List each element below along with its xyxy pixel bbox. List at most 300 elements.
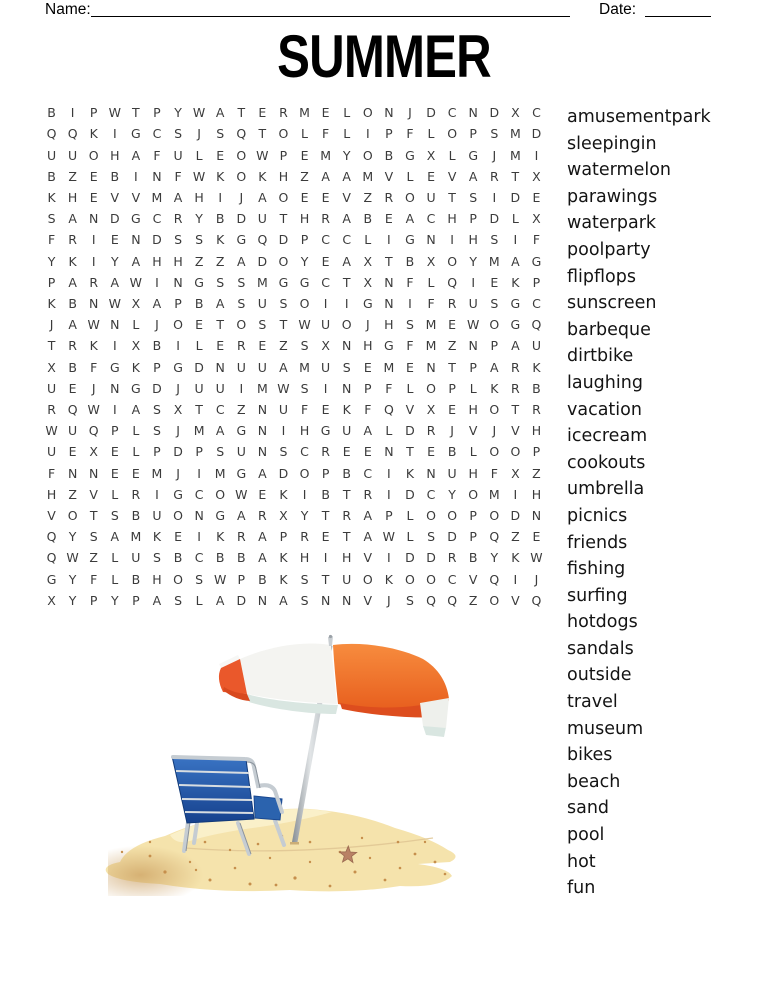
grid-letter: S <box>89 529 98 545</box>
grid-letter: O <box>426 571 436 587</box>
grid-letter: I <box>112 126 117 142</box>
grid-letter: N <box>131 232 141 248</box>
grid-letter: Q <box>383 402 394 418</box>
grid-letter: M <box>151 465 163 481</box>
grid-letter: T <box>448 359 456 375</box>
grid-letter: O <box>447 253 458 269</box>
grid-letter: W <box>298 317 311 333</box>
grid-letter: L <box>195 592 203 608</box>
grid-letter: B <box>215 550 225 566</box>
grid-letter: E <box>68 444 77 460</box>
grid-letter: A <box>131 147 141 163</box>
grid-letter: N <box>426 465 436 481</box>
grid-letter: Z <box>468 592 478 608</box>
grid-letter: Q <box>67 126 78 142</box>
grid-letter: Q <box>46 550 57 566</box>
grid-letter: H <box>46 486 57 502</box>
grid-letter: N <box>173 274 183 290</box>
grid-letter: F <box>90 571 98 587</box>
grid-letter: F <box>47 232 56 248</box>
grid-letter: Z <box>68 486 77 502</box>
word-list-item: vacation <box>567 399 642 420</box>
grid-letter: B <box>194 295 204 311</box>
grid-letter: N <box>426 359 436 375</box>
grid-letter: T <box>89 508 98 524</box>
grid-letter: F <box>532 232 541 248</box>
grid-letter: G <box>46 571 57 587</box>
grid-letter: M <box>256 274 268 290</box>
grid-letter: O <box>489 317 500 333</box>
grid-letter: T <box>385 253 393 269</box>
grid-letter: I <box>323 550 328 566</box>
grid-letter: W <box>108 295 121 311</box>
grid-letter: J <box>49 317 54 333</box>
grid-letter: E <box>258 105 267 121</box>
grid-letter: D <box>405 550 415 566</box>
grid-letter: Q <box>426 592 436 608</box>
grid-letter: M <box>509 147 521 163</box>
grid-letter: I <box>513 232 518 248</box>
grid-letter: E <box>110 232 119 248</box>
grid-letter: D <box>236 211 247 227</box>
grid-letter: B <box>532 380 541 396</box>
grid-letter: W <box>66 550 79 566</box>
grid-letter: X <box>363 253 373 269</box>
grid-letter: G <box>236 232 247 248</box>
word-list-item: cookouts <box>567 452 646 473</box>
word-list-item: fishing <box>567 559 626 580</box>
grid-letter: N <box>426 232 436 248</box>
grid-letter: Y <box>110 253 119 269</box>
grid-letter: Q <box>489 529 500 545</box>
grid-letter: O <box>278 126 289 142</box>
grid-letter: B <box>131 571 141 587</box>
grid-letter: C <box>152 211 162 227</box>
grid-letter: E <box>89 189 98 205</box>
grid-letter: Y <box>68 529 77 545</box>
word-list-item: sleepingin <box>567 133 657 154</box>
grid-letter: G <box>236 423 247 439</box>
grid-letter: P <box>174 295 182 311</box>
grid-letter: G <box>320 423 331 439</box>
grid-letter: D <box>447 529 457 545</box>
grid-letter: N <box>342 338 352 354</box>
grid-letter: M <box>509 126 521 142</box>
grid-letter: R <box>384 189 394 205</box>
word-list-item: friends <box>567 532 628 553</box>
grid-letter: A <box>258 529 267 545</box>
grid-letter: Q <box>489 571 500 587</box>
grid-letter: P <box>532 274 541 290</box>
grid-letter: K <box>47 295 56 311</box>
grid-letter: F <box>153 147 161 163</box>
grid-letter: E <box>342 444 351 460</box>
grid-letter: S <box>152 423 161 439</box>
grid-letter: Y <box>448 486 456 502</box>
grid-letter: G <box>405 147 415 163</box>
grid-letter: S <box>174 232 182 248</box>
grid-letter: I <box>197 529 201 545</box>
grid-letter: D <box>152 232 162 248</box>
grid-letter: A <box>468 168 478 184</box>
grid-letter: T <box>321 508 330 524</box>
grid-letter: R <box>173 211 183 227</box>
grid-letter: S <box>427 529 435 545</box>
grid-letter: S <box>216 126 225 142</box>
grid-letter: X <box>426 402 436 418</box>
grid-letter: H <box>299 211 310 227</box>
grid-letter: G <box>173 359 183 375</box>
grid-letter: A <box>68 211 77 227</box>
grid-letter: Y <box>300 508 309 524</box>
grid-letter: K <box>47 189 56 205</box>
grid-letter: C <box>426 211 436 227</box>
grid-letter: R <box>279 105 288 121</box>
grid-letter: E <box>110 444 119 460</box>
grid-letter: C <box>215 402 225 418</box>
grid-letter: U <box>342 571 352 587</box>
grid-letter: H <box>67 189 78 205</box>
grid-letter: P <box>490 338 499 354</box>
grid-letter: M <box>383 359 395 375</box>
grid-letter: O <box>468 486 479 502</box>
grid-letter: A <box>215 295 225 311</box>
grid-letter: A <box>152 592 162 608</box>
grid-letter: Z <box>511 529 520 545</box>
grid-letter: N <box>194 508 204 524</box>
grid-letter: S <box>300 380 309 396</box>
grid-letter: I <box>534 147 539 163</box>
grid-letter: P <box>237 571 246 587</box>
grid-letter: I <box>344 295 349 311</box>
grid-letter: T <box>511 402 520 418</box>
grid-letter: B <box>68 295 77 311</box>
grid-letter: P <box>153 444 161 460</box>
grid-letter: I <box>408 295 412 311</box>
grid-letter: A <box>131 402 141 418</box>
grid-letter: A <box>490 359 499 375</box>
grid-letter: N <box>320 592 331 608</box>
grid-letter: P <box>385 126 393 142</box>
grid-letter: K <box>490 380 499 396</box>
grid-letter: A <box>258 465 267 481</box>
grid-letter: U <box>257 211 267 227</box>
grid-letter: V <box>363 592 373 608</box>
grid-letter: R <box>89 274 99 290</box>
grid-letter: J <box>197 126 201 142</box>
grid-letter: Z <box>300 168 309 184</box>
sand-mound <box>106 809 456 896</box>
grid-letter: N <box>89 295 99 311</box>
grid-letter: K <box>511 274 520 290</box>
grid-letter: X <box>532 211 541 227</box>
grid-letter: V <box>468 571 478 587</box>
grid-letter: I <box>387 232 391 248</box>
grid-letter: I <box>134 168 138 184</box>
grid-letter: J <box>176 380 180 396</box>
grid-letter: O <box>215 486 226 502</box>
word-list-item: outside <box>567 665 632 686</box>
grid-letter: P <box>279 147 288 163</box>
grid-letter: E <box>258 486 267 502</box>
grid-letter: F <box>406 274 414 290</box>
grid-letter: A <box>363 529 373 545</box>
grid-letter: W <box>108 105 121 121</box>
grid-letter: B <box>173 550 183 566</box>
grid-letter: Z <box>447 338 457 354</box>
grid-letter: U <box>321 359 331 375</box>
grid-letter: C <box>532 295 541 311</box>
grid-letter: L <box>111 486 119 502</box>
grid-letter: E <box>321 529 330 545</box>
grid-letter: E <box>195 317 204 333</box>
grid-letter: R <box>511 380 520 396</box>
grid-letter: M <box>193 423 205 439</box>
word-list-item: waterpark <box>567 213 657 234</box>
grid-letter: I <box>70 105 75 121</box>
grid-letter: G <box>194 274 204 290</box>
grid-letter: E <box>363 444 372 460</box>
grid-letter: H <box>447 211 457 227</box>
grid-letter: G <box>510 295 521 311</box>
grid-letter: O <box>426 508 436 524</box>
word-list-item: barbeque <box>567 319 651 340</box>
date-blank-line[interactable] <box>645 1 711 17</box>
grid-letter: Z <box>363 189 373 205</box>
grid-letter: U <box>46 380 57 396</box>
grid-letter: B <box>131 508 141 524</box>
grid-letter: T <box>216 317 225 333</box>
grid-letter: R <box>426 423 436 439</box>
grid-letter: O <box>88 147 99 163</box>
grid-letter: P <box>132 592 140 608</box>
word-list-item: watermelon <box>567 160 672 181</box>
grid-letter: I <box>365 126 370 142</box>
grid-letter: N <box>342 380 352 396</box>
grid-letter: U <box>531 338 542 354</box>
grid-letter: S <box>469 189 478 205</box>
grid-letter: N <box>110 317 120 333</box>
grid-letter: J <box>155 317 159 333</box>
grid-letter: X <box>511 105 520 121</box>
grid-letter: U <box>131 550 141 566</box>
grid-letter: N <box>468 338 478 354</box>
grid-letter: O <box>447 508 458 524</box>
grid-letter: D <box>257 253 268 269</box>
grid-letter: X <box>511 465 520 481</box>
grid-letter: X <box>426 253 436 269</box>
grid-letter: B <box>342 465 351 481</box>
grid-letter: N <box>67 465 78 481</box>
beach-illustration <box>0 618 768 918</box>
grid-letter: E <box>216 338 225 354</box>
grid-letter: T <box>342 486 351 502</box>
name-label: Name: <box>45 1 91 18</box>
grid-letter: K <box>131 359 140 375</box>
grid-letter: G <box>299 274 310 290</box>
grid-letter: U <box>215 380 225 396</box>
grid-letter: Y <box>490 550 499 566</box>
grid-letter: K <box>279 550 288 566</box>
grid-letter: H <box>299 423 310 439</box>
grid-letter: R <box>300 529 309 545</box>
grid-letter: V <box>511 423 520 439</box>
grid-letter: A <box>279 359 288 375</box>
grid-letter: A <box>321 168 330 184</box>
grid-letter: N <box>110 380 120 396</box>
grid-letter: M <box>425 338 437 354</box>
grid-letter: B <box>152 338 162 354</box>
grid-letter: Q <box>46 126 57 142</box>
grid-letter: S <box>300 592 309 608</box>
grid-letter: B <box>68 359 77 375</box>
grid-letter: A <box>342 168 351 184</box>
grid-letter: R <box>532 402 541 418</box>
grid-letter: D <box>405 423 415 439</box>
grid-letter: P <box>469 508 477 524</box>
grid-letter: R <box>258 508 267 524</box>
grid-letter: O <box>489 444 500 460</box>
grid-letter: X <box>47 592 56 608</box>
grid-letter: N <box>384 444 394 460</box>
grid-letter: X <box>532 168 541 184</box>
grid-letter: F <box>300 402 309 418</box>
grid-letter: J <box>492 423 497 439</box>
grid-letter: U <box>278 402 289 418</box>
grid-letter: Z <box>68 168 77 184</box>
grid-letter: D <box>109 211 120 227</box>
grid-letter: R <box>236 338 246 354</box>
grid-letter: M <box>299 359 310 375</box>
grid-letter: U <box>173 147 183 163</box>
grid-letter: D <box>426 105 436 121</box>
grid-letter: Q <box>236 126 247 142</box>
grid-letter: Z <box>532 465 541 481</box>
grid-letter: L <box>427 274 435 290</box>
grid-letter: P <box>469 359 477 375</box>
grid-letter: B <box>405 253 415 269</box>
grid-letter: W <box>277 380 290 396</box>
grid-letter: L <box>448 147 456 163</box>
grid-letter: U <box>257 359 267 375</box>
grid-letter: O <box>173 508 183 524</box>
grid-letter: U <box>236 359 246 375</box>
grid-letter: T <box>342 529 351 545</box>
grid-letter: S <box>237 274 246 290</box>
grid-letter: E <box>216 147 225 163</box>
grid-letter: I <box>239 380 244 396</box>
grid-letter: K <box>216 232 225 248</box>
grid-letter: S <box>258 317 267 333</box>
grid-letter: S <box>300 571 309 587</box>
grid-letter: A <box>363 423 373 439</box>
word-list-item: dirtbike <box>567 346 634 367</box>
grid-letter: I <box>387 486 391 502</box>
grid-letter: V <box>468 423 478 439</box>
grid-letter: B <box>384 147 394 163</box>
grid-letter: Y <box>342 147 351 163</box>
grid-letter: U <box>342 423 352 439</box>
grid-letter: P <box>321 465 330 481</box>
grid-letter: B <box>468 550 478 566</box>
grid-letter: I <box>323 380 328 396</box>
grid-letter: G <box>405 232 415 248</box>
grid-letter: X <box>131 295 141 311</box>
grid-letter: T <box>448 189 456 205</box>
grid-letter: C <box>426 486 436 502</box>
grid-letter: E <box>300 147 309 163</box>
grid-letter: K <box>258 168 267 184</box>
grid-letter: U <box>321 317 331 333</box>
name-blank-line[interactable] <box>91 1 570 17</box>
grid-letter: E <box>427 168 435 184</box>
grid-letter: K <box>405 465 415 481</box>
grid-letter: E <box>490 274 499 290</box>
grid-letter: M <box>256 380 268 396</box>
grid-letter: E <box>384 211 393 227</box>
grid-letter: K <box>532 359 541 375</box>
grid-letter: L <box>195 338 203 354</box>
grid-letter: H <box>110 147 120 163</box>
grid-letter: W <box>87 402 100 418</box>
grid-letter: Y <box>300 253 309 269</box>
grid-letter: Y <box>469 253 478 269</box>
grid-letter: P <box>532 444 541 460</box>
word-list-item: museum <box>567 718 644 739</box>
grid-letter: W <box>467 317 480 333</box>
word-list-item: hot <box>567 851 596 872</box>
grid-letter: V <box>511 592 520 608</box>
grid-letter: X <box>426 147 436 163</box>
grid-letter: O <box>278 253 289 269</box>
word-list-item: poolparty <box>567 239 651 260</box>
grid-letter: M <box>130 529 142 545</box>
grid-letter: O <box>405 571 415 587</box>
grid-letter: T <box>342 274 351 290</box>
word-list-item: icecream <box>567 426 648 447</box>
grid-letter: P <box>195 444 203 460</box>
grid-letter: M <box>299 105 310 121</box>
grid-letter: P <box>279 529 288 545</box>
grid-letter: E <box>532 529 541 545</box>
grid-letter: O <box>173 317 183 333</box>
grid-letter: E <box>131 465 140 481</box>
grid-letter: O <box>278 189 289 205</box>
grid-letter: R <box>321 444 330 460</box>
grid-letter: P <box>385 508 393 524</box>
grid-letter: U <box>68 423 78 439</box>
word-search-grid <box>41 102 547 611</box>
grid-letter: Y <box>47 253 56 269</box>
grid-letter: A <box>173 189 183 205</box>
grid-letter: G <box>510 317 521 333</box>
grid-letter: N <box>468 105 478 121</box>
grid-letter: O <box>236 317 247 333</box>
grid-letter: U <box>152 508 162 524</box>
grid-letter: U <box>194 380 204 396</box>
grid-letter: E <box>321 402 330 418</box>
page-title: SUMMER <box>277 23 491 90</box>
grid-letter: E <box>258 338 267 354</box>
grid-letter: W <box>214 571 227 587</box>
grid-letter: S <box>195 232 204 248</box>
grid-letter: W <box>235 486 248 502</box>
grid-letter: P <box>111 423 119 439</box>
grid-letter: Q <box>447 592 458 608</box>
grid-letter: P <box>89 105 98 121</box>
grid-letter: J <box>91 380 96 396</box>
grid-letter: O <box>489 508 500 524</box>
